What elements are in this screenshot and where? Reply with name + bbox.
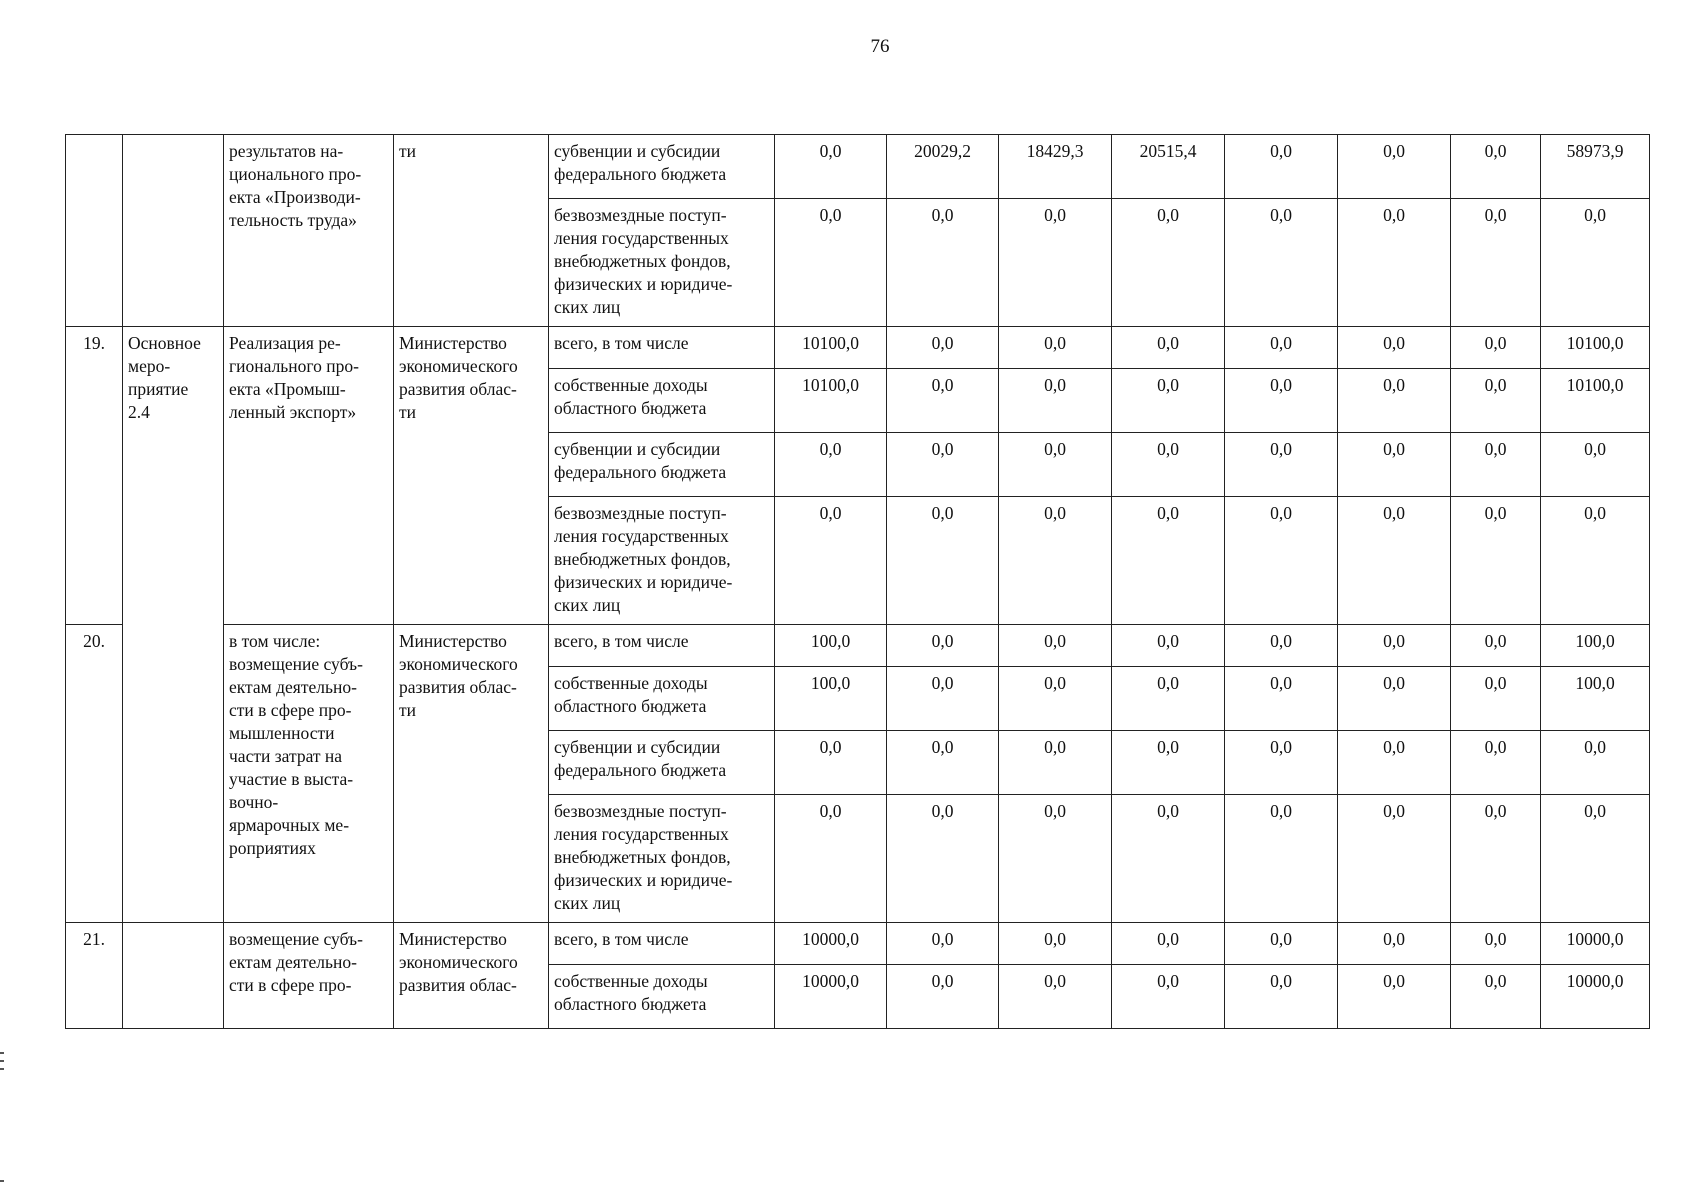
table-row: [66, 327, 1650, 369]
amount-cell: 100,0: [775, 625, 887, 667]
amount-cell: 0,0: [775, 497, 887, 625]
amount-cell: 0,0: [999, 731, 1112, 795]
amount-cell: 0,0: [887, 199, 999, 327]
funding-source-cell: всего, в том числе: [549, 327, 775, 369]
amount-cell: 0,0: [1451, 625, 1541, 667]
executor-cell: Министерство экономического развития облас- ти: [394, 625, 549, 923]
margin-mark: [0, 1060, 4, 1062]
amount-cell: 0,0: [887, 667, 999, 731]
amount-cell: 10100,0: [1541, 369, 1650, 433]
amount-cell: 0,0: [887, 795, 999, 923]
row-number-cell: 19.: [66, 327, 123, 625]
page-number: 76: [870, 36, 890, 57]
table-row: [66, 135, 1650, 199]
amount-cell: 0,0: [999, 795, 1112, 923]
amount-cell: 0,0: [999, 497, 1112, 625]
amount-cell: 0,0: [1338, 369, 1451, 433]
amount-cell: 0,0: [999, 433, 1112, 497]
amount-cell: 0,0: [887, 369, 999, 433]
amount-cell: 0,0: [775, 433, 887, 497]
measure-type-cell: [123, 135, 224, 327]
funding-source-cell: всего, в том числе: [549, 923, 775, 965]
amount-cell: 10100,0: [1541, 327, 1650, 369]
funding-source-cell: субвенции и субсидии федерального бюджета: [549, 433, 775, 497]
funding-source-cell: субвенции и субсидии федерального бюджета: [549, 731, 775, 795]
amount-cell: 100,0: [1541, 625, 1650, 667]
margin-mark: [0, 1180, 4, 1182]
funding-source-cell: безвозмездные поступ- ления государственных внебюджетных фондов, физических и юридиче- ских лиц: [549, 795, 775, 923]
amount-cell: 0,0: [1112, 625, 1225, 667]
amount-cell: 58973,9: [1541, 135, 1650, 199]
amount-cell: 0,0: [1112, 199, 1225, 327]
amount-cell: 0,0: [1225, 327, 1338, 369]
amount-cell: 0,0: [775, 795, 887, 923]
amount-cell: 0,0: [1338, 923, 1451, 965]
amount-cell: 0,0: [1541, 199, 1650, 327]
measure-name-cell: результатов на- ционального про- екта «Производи- тельность труда»: [224, 135, 394, 327]
amount-cell: 10000,0: [1541, 923, 1650, 965]
amount-cell: 0,0: [1451, 497, 1541, 625]
amount-cell: 100,0: [1541, 667, 1650, 731]
amount-cell: 0,0: [1451, 327, 1541, 369]
amount-cell: 0,0: [999, 327, 1112, 369]
row-number-cell: 20.: [66, 625, 123, 923]
amount-cell: 0,0: [1338, 327, 1451, 369]
amount-cell: 0,0: [1451, 199, 1541, 327]
amount-cell: 0,0: [775, 731, 887, 795]
amount-cell: 0,0: [1225, 731, 1338, 795]
funding-source-cell: безвозмездные поступ- ления государственных внебюджетных фондов, физических и юридиче- ских лиц: [549, 497, 775, 625]
row-number-cell: 21.: [66, 923, 123, 1029]
amount-cell: 0,0: [1451, 923, 1541, 965]
amount-cell: 0,0: [1225, 965, 1338, 1029]
amount-cell: 0,0: [1225, 369, 1338, 433]
amount-cell: 0,0: [887, 433, 999, 497]
amount-cell: 0,0: [1225, 795, 1338, 923]
table-row: [66, 625, 1650, 667]
funding-source-cell: субвенции и субсидии федерального бюджета: [549, 135, 775, 199]
amount-cell: 0,0: [1338, 135, 1451, 199]
amount-cell: 0,0: [1112, 327, 1225, 369]
amount-cell: 0,0: [1338, 965, 1451, 1029]
executor-cell: Министерство экономического развития облас- ти: [394, 327, 549, 625]
amount-cell: 0,0: [1451, 795, 1541, 923]
amount-cell: 0,0: [775, 199, 887, 327]
amount-cell: 10000,0: [775, 923, 887, 965]
measure-name-cell: возмещение субъ- ектам деятельно- сти в сфере про-: [224, 923, 394, 1029]
amount-cell: 0,0: [999, 199, 1112, 327]
amount-cell: 10000,0: [775, 965, 887, 1029]
amount-cell: 0,0: [999, 667, 1112, 731]
executor-cell: ти: [394, 135, 549, 327]
amount-cell: 0,0: [1451, 667, 1541, 731]
amount-cell: 10000,0: [1541, 965, 1650, 1029]
amount-cell: 0,0: [1338, 497, 1451, 625]
funding-source-cell: всего, в том числе: [549, 625, 775, 667]
amount-cell: 0,0: [887, 731, 999, 795]
amount-cell: 0,0: [887, 923, 999, 965]
amount-cell: 0,0: [1541, 433, 1650, 497]
amount-cell: 0,0: [1112, 369, 1225, 433]
margin-mark: [0, 1068, 4, 1070]
budget-table: [65, 134, 1650, 1029]
amount-cell: 0,0: [1338, 199, 1451, 327]
amount-cell: 0,0: [887, 625, 999, 667]
amount-cell: 0,0: [1112, 667, 1225, 731]
amount-cell: 0,0: [887, 497, 999, 625]
amount-cell: 0,0: [1112, 965, 1225, 1029]
table-body: [66, 135, 1650, 1029]
margin-mark: [0, 1052, 4, 1054]
measure-type-cell: Основное меро- приятие 2.4: [123, 327, 224, 923]
amount-cell: 0,0: [1225, 667, 1338, 731]
amount-cell: 10100,0: [775, 369, 887, 433]
amount-cell: 20515,4: [1112, 135, 1225, 199]
row-number-cell: [66, 135, 123, 327]
amount-cell: 0,0: [1451, 731, 1541, 795]
amount-cell: 0,0: [1451, 135, 1541, 199]
amount-cell: 0,0: [999, 625, 1112, 667]
funding-source-cell: безвозмездные поступ- ления государственных внебюджетных фондов, физических и юридиче- ских лиц: [549, 199, 775, 327]
amount-cell: 0,0: [1225, 199, 1338, 327]
amount-cell: 0,0: [999, 923, 1112, 965]
amount-cell: 0,0: [1225, 433, 1338, 497]
executor-cell: Министерство экономического развития облас-: [394, 923, 549, 1029]
amount-cell: 18429,3: [999, 135, 1112, 199]
measure-name-cell: Реализация ре- гионального про- екта «Промыш- ленный экспорт»: [224, 327, 394, 625]
amount-cell: 0,0: [1338, 625, 1451, 667]
amount-cell: 0,0: [1225, 135, 1338, 199]
funding-source-cell: собственные доходы областного бюджета: [549, 667, 775, 731]
amount-cell: 0,0: [1225, 497, 1338, 625]
amount-cell: 0,0: [999, 965, 1112, 1029]
amount-cell: 0,0: [999, 369, 1112, 433]
amount-cell: 0,0: [1451, 965, 1541, 1029]
amount-cell: 0,0: [1112, 795, 1225, 923]
amount-cell: 100,0: [775, 667, 887, 731]
amount-cell: 0,0: [1225, 923, 1338, 965]
amount-cell: 0,0: [1541, 795, 1650, 923]
amount-cell: 0,0: [887, 965, 999, 1029]
amount-cell: 0,0: [1112, 731, 1225, 795]
measure-type-cell: [123, 923, 224, 1029]
amount-cell: 20029,2: [887, 135, 999, 199]
amount-cell: 0,0: [1225, 625, 1338, 667]
amount-cell: 0,0: [1451, 369, 1541, 433]
measure-name-cell: в том числе: возмещение субъ- ектам деятельно- сти в сфере про- мышленности части затрат на участие в выста- вочно- ярмарочных ме- роприятиях: [224, 625, 394, 923]
amount-cell: 0,0: [1451, 433, 1541, 497]
amount-cell: 0,0: [1541, 731, 1650, 795]
table-row: [66, 923, 1650, 965]
amount-cell: 0,0: [1338, 667, 1451, 731]
amount-cell: 0,0: [1112, 433, 1225, 497]
amount-cell: 0,0: [1338, 433, 1451, 497]
amount-cell: 0,0: [887, 327, 999, 369]
amount-cell: 0,0: [1338, 795, 1451, 923]
amount-cell: 0,0: [1541, 497, 1650, 625]
amount-cell: 10100,0: [775, 327, 887, 369]
amount-cell: 0,0: [1112, 497, 1225, 625]
amount-cell: 0,0: [1112, 923, 1225, 965]
amount-cell: 0,0: [775, 135, 887, 199]
amount-cell: 0,0: [1338, 731, 1451, 795]
funding-source-cell: собственные доходы областного бюджета: [549, 965, 775, 1029]
funding-source-cell: собственные доходы областного бюджета: [549, 369, 775, 433]
